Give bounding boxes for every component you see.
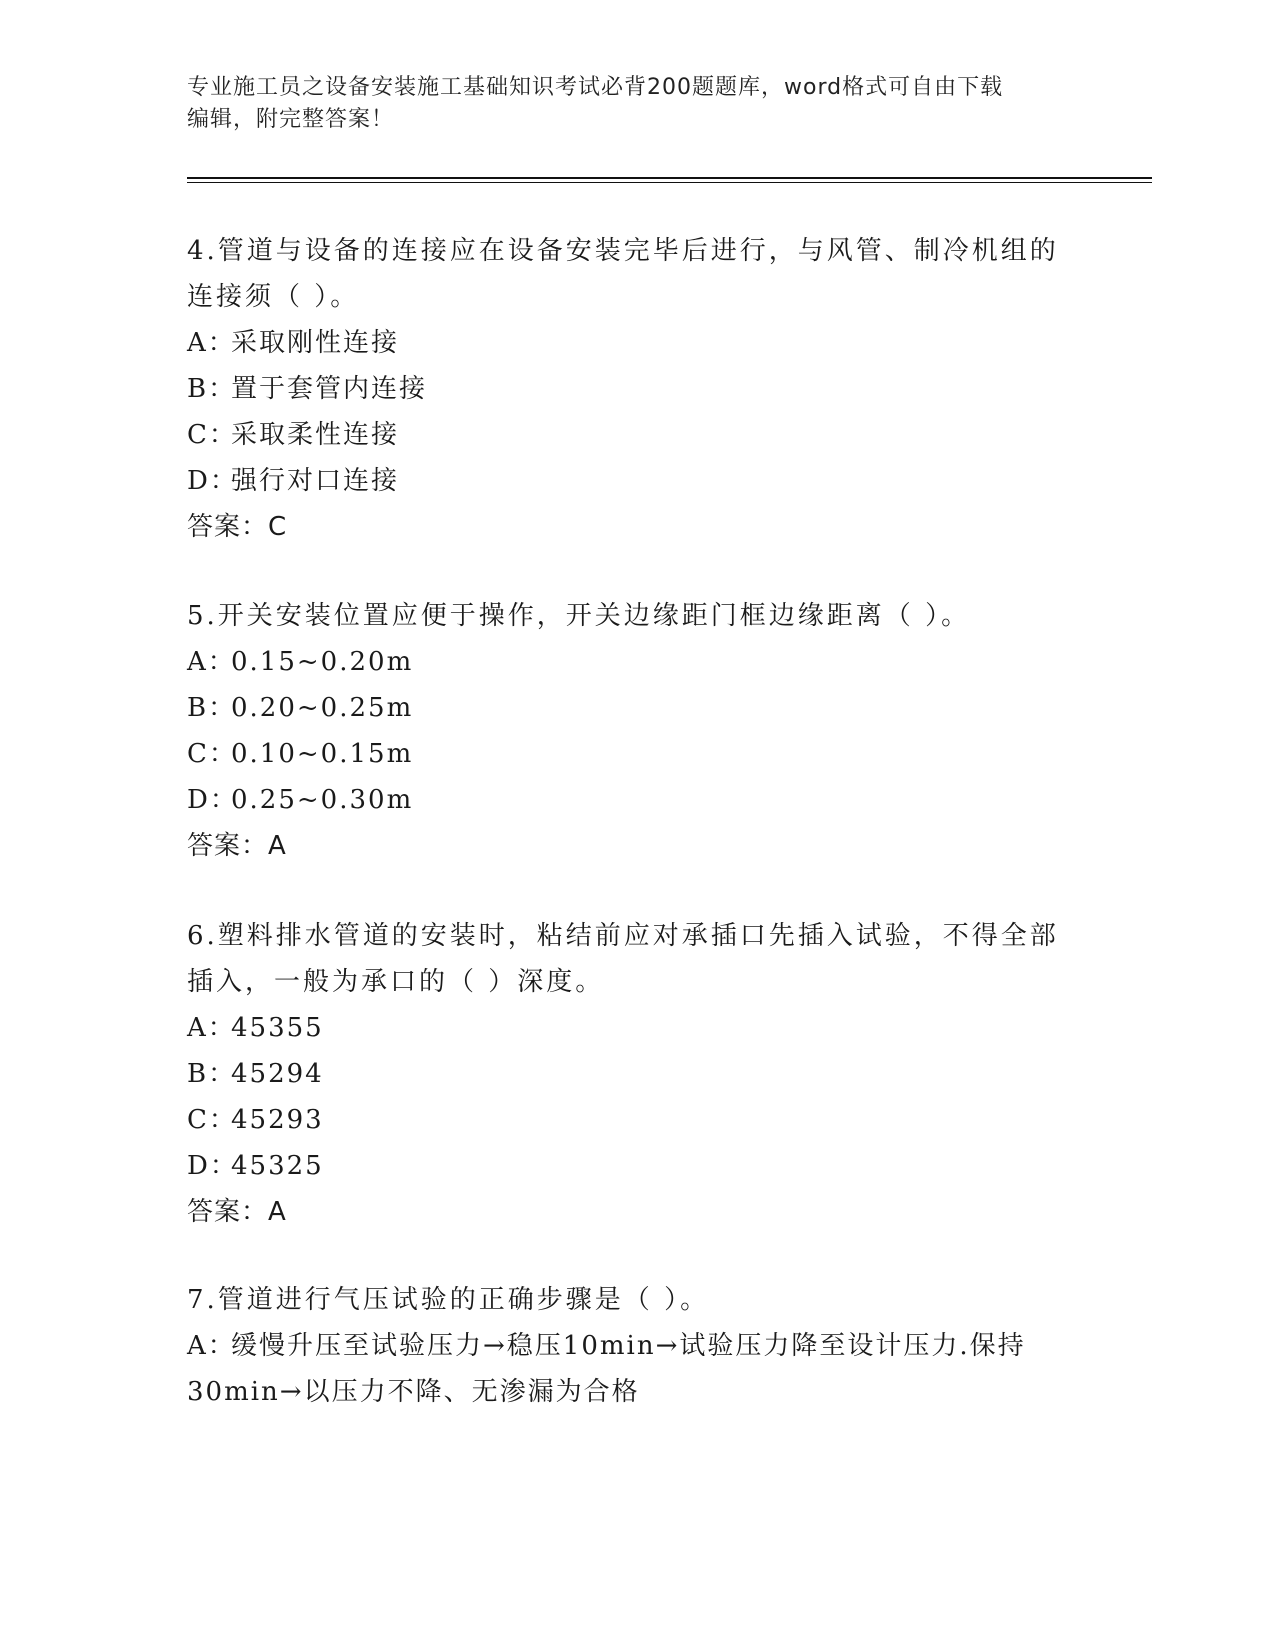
question-5 <box>187 593 1067 869</box>
option-b: B：45294 <box>187 1059 324 1089</box>
option-a: A：缓慢升压至试验压力→稳压10min→试验压力降至设计压力.保持 <box>187 1331 1026 1361</box>
option-b: B：0.20~0.25m <box>187 693 414 723</box>
option-d: D：0.25~0.30m <box>187 785 414 815</box>
question-4 <box>187 228 1067 550</box>
option-c: C：45293 <box>187 1105 324 1135</box>
document-header <box>187 72 1067 136</box>
question-stem: 5.开关安装位置应便于操作，开关边缘距门框边缘距离（ ）。 <box>187 601 971 631</box>
option-a: A：采取刚性连接 <box>187 328 400 358</box>
answer-line: 答案：A <box>187 1197 287 1227</box>
question-7 <box>187 1277 1067 1415</box>
option-c: C：采取柔性连接 <box>187 420 400 450</box>
header-line-1: 专业施工员之设备安装施工基础知识考试必背200题题库，word格式可自由下载 <box>187 75 1004 100</box>
header-divider-thin <box>187 182 1152 183</box>
question-stem: 4.管道与设备的连接应在设备安装完毕后进行，与风管、制冷机组的 <box>187 236 1059 266</box>
option-a-continued: 30min→以压力不降、无渗漏为合格 <box>187 1377 640 1407</box>
answer-line: 答案：A <box>187 831 287 861</box>
option-b: B：置于套管内连接 <box>187 374 428 404</box>
option-d: D：强行对口连接 <box>187 466 400 496</box>
question-stem: 6.塑料排水管道的安装时，粘结前应对承插口先插入试验，不得全部 <box>187 921 1059 951</box>
header-line-2: 编辑，附完整答案！ <box>187 107 395 132</box>
question-stem-continued: 插入，一般为承口的（ ）深度。 <box>187 967 605 997</box>
option-a: A：45355 <box>187 1013 324 1043</box>
answer-line: 答案：C <box>187 512 288 542</box>
header-divider-thick <box>187 177 1152 179</box>
option-a: A：0.15~0.20m <box>187 647 414 677</box>
question-6 <box>187 913 1067 1235</box>
question-stem: 7.管道进行气压试验的正确步骤是（ ）。 <box>187 1285 710 1315</box>
option-c: C：0.10~0.15m <box>187 739 414 769</box>
option-d: D：45325 <box>187 1151 324 1181</box>
question-stem-continued: 连接须（ ）。 <box>187 282 360 312</box>
